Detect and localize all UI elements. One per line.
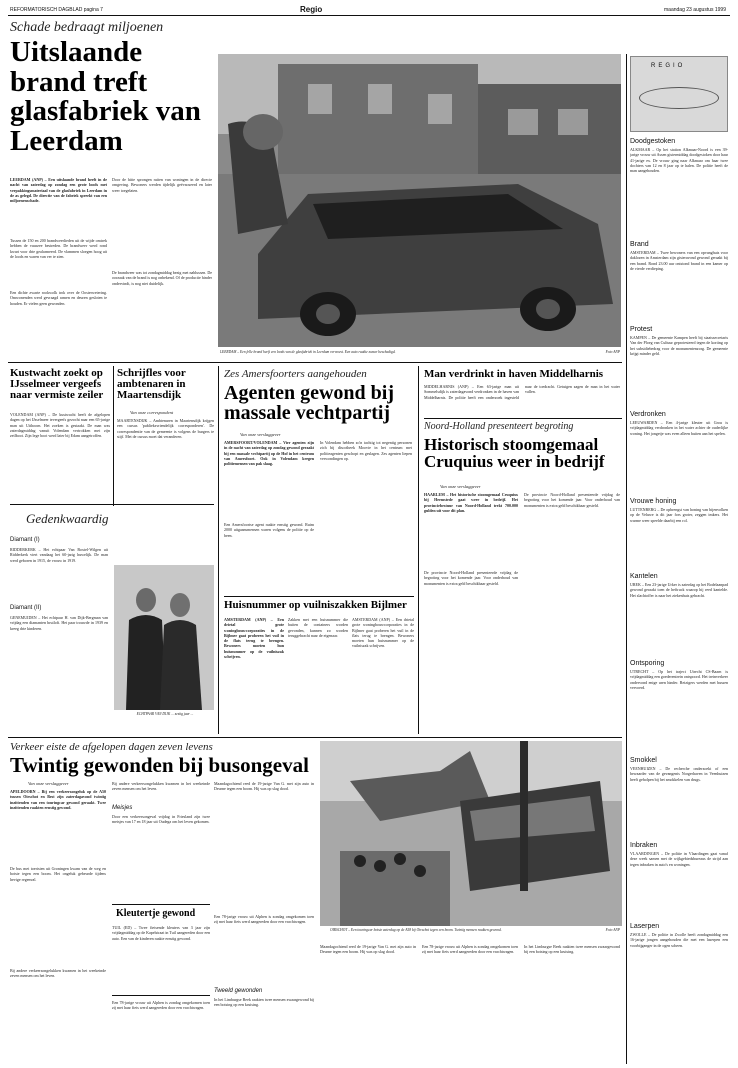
agenten-text-2: Een Amersfoortse agent raakte ernstig gewond. Ruim 2000 uitgaansmensen waren volgens de politie op de been.	[224, 522, 314, 538]
bus-text-3: Bij andere verkeersongelukken kwamen in het weekeinde zeven mensen om het leven.	[10, 968, 106, 979]
row3-rule	[8, 737, 622, 738]
sidebar-text-10: ZWOLLE – De politie in Zwolle heeft zondagmiddag een 16-jarige jongen aangehouden die met een laserpen een voorbijganger in de ogen scheen.	[630, 932, 728, 948]
bus-text-9: Een 78-jarige vrouw uit Alphen is zondag omgekomen toen zij met haar fiets werd aangereden door een vrachtwagen.	[422, 944, 518, 955]
bus-text-6: Een 78-jarige vrouw uit Alphen is zondag omgekomen toen zij met haar fiets werd aangereden door een vrachtwagen.	[214, 914, 314, 925]
sidebar-text-9: VLAARDINGEN – De politie in Vlaardingen gaat vanaf deze week samen met de wijkgebiedsbureaus de strijd aan tegen inbraken in auto's en woningen.	[630, 851, 728, 867]
agenten-text-1: AMERSFOORT/VOLENDAM – Vier agenten zijn in de nacht van zaterdag op zondag gewond geraakt bij een massale vechtpartij op de Hof in het centrum van Amersfoort. Ook in Volendam kregen politiemensen van pak slaag.	[224, 440, 314, 467]
paper-name: REFORMATORISCH DAGBLAD pagina 7	[10, 7, 103, 13]
col-divider	[418, 366, 419, 734]
sidebar-head-5: Vrouwe honing	[630, 498, 677, 505]
bus-photo	[320, 741, 622, 926]
gedenkwaardig-box	[10, 504, 214, 734]
agenten-byline: Van onze verslaggever	[240, 432, 281, 437]
diamant-1-head: Diamant (I)	[10, 537, 40, 543]
page-date: maandag 23 augustus 1999	[664, 7, 726, 13]
regio-logo	[630, 56, 728, 132]
lead-kicker: Schade bedraagt miljoenen	[10, 20, 164, 35]
cruquius-byline: Van onze verslaggever	[440, 484, 481, 489]
cruquius-kicker: Noord-Holland presenteert begroting	[424, 421, 574, 432]
couple-photo	[114, 565, 214, 710]
lead-body-4: De brandweer was tot zondagmiddag bezig met nablussen. De oorzaak van de brand is nog onbekend. Of de productie hinder ondervindt, is nog niet duidelijk.	[112, 270, 212, 286]
bus-text-10: In het Limburgse Beek raakten twee mensen zwaargewond bij een botsing op een kruising.	[524, 944, 620, 955]
diamant-2-text: GENEMUIDEN – Het echtpaar H. van Dijk-Bergman van vrijdag een diamanten bruiloft. Het paar trouwde in 1939 en kreeg drie kinderen.	[10, 615, 108, 631]
sidebar-text-1: ALKMAAR – Op het station Alkmaar-Noord is een 39-jarige vrouw uit Assen gistermiddag doodgestoken door haar 41-jarige ex. De vrouw ging naar Alkmaar om haar twee dochters van 12 en 8 jaar op te halen. De politie heeft de man aangehouden.	[630, 147, 728, 174]
bus-text-4a: Bij andere verkeersongelukken kwamen in het weekeinde zeven mensen om het leven.	[112, 781, 210, 792]
huisnummer-headline: Huisnummer op vuilniszakken Bijlmer	[224, 599, 407, 611]
kleutertje-box	[112, 904, 210, 996]
car-fire-image	[218, 54, 621, 347]
bus-photo-caption: OIRSCHOT – Een touringcar botste zaterdag op de A58 bij Oirschot tegen een boom. Twintig mensen raakten gewond.	[330, 928, 502, 932]
bus-kicker: Verkeer eiste de afgelopen dagen zeven levens	[10, 741, 213, 753]
sidebar-head-1: Doodgestoken	[630, 138, 676, 145]
sidebar-head-7: Ontsporing	[630, 660, 665, 667]
sidebar-news	[630, 138, 728, 988]
bus-text-1: APELDOORN – Bij een verkeersongeluk op de A50 tussen Oirschot en Best zijn zaterdagavond twintig inzittenden van een touringcar gewond geraakt. Twee inzittenden raakten ernstig gewond.	[10, 789, 106, 810]
bus-headline: Twintig gewonden bij busongeval	[10, 753, 309, 777]
section-title: Regio	[300, 5, 323, 14]
sidebar-text-5: LUTTENBERG – De opbrengst van honing van bijenvolken op de Veluwe is dit jaar fors groter, zeggen imkers. Het warme weer speelde daarbij een rol.	[630, 507, 728, 523]
cruquius-text-2-col1: De provincie Noord-Holland presenteerde vrijdag de begroting voor het komende jaar. Voor onderhoud van monumenten is extra geld beschikbaar gesteld.	[424, 570, 518, 586]
story-rule	[224, 596, 414, 597]
car-fire-photo	[218, 54, 621, 347]
kustwacht-headline: Kustwacht zoekt op IJsselmeer vergeefs naar vermiste zeiler	[10, 367, 104, 402]
sidebar-head-9: Inbraken	[630, 842, 658, 849]
regio-logo-text: REGIO	[651, 63, 686, 69]
sidebar-text-7: UTRECHT – Op het traject Utrecht CS-Baarn is vrijdagmiddag een goederentrein ontspoord. Het treinverkeer ondervond enige uren hinder. Reizigers werden met bussen vervoerd.	[630, 669, 728, 690]
col-divider	[218, 366, 219, 734]
bus-byline: Van onze verslaggever	[28, 781, 69, 786]
agenten-kicker: Zes Amersfoorters aangehouden	[224, 368, 367, 380]
bus-text-6a: Een 78-jarige vrouw uit Alphen is zondag omgekomen toen zij met haar fiets werd aangereden door een vrachtwagen.	[112, 1000, 210, 1011]
bus-photo-credit: Foto ANP	[605, 928, 620, 932]
sidebar-text-4: LEEUWARDEN – Een 4-jarige kleuter uit Grou is vrijdagmiddag verdronken in het water achter de ouderlijke woning. Het jongetje was even alleen buiten aan het spelen.	[630, 420, 728, 436]
sidebar-head-8: Smokkel	[630, 757, 657, 764]
bus-subhead-meisjes: Meisjes	[112, 805, 133, 811]
bus-text-4: Door een verkeersongeval vrijdag in Friesland zijn twee meisjes van 17 en 18 jaar uit Oudega om het leven gekomen.	[112, 814, 210, 825]
agenten-headline: Agenten gewond bij massale vechtpartij	[224, 382, 395, 425]
globe-icon	[639, 87, 719, 109]
lead-body-1: Tussen de 150 en 200 brandweerlieden uit de wijde omtrek hebben de vuurzee bestreden. De brandweer werd rond kwart voor drie gealarmeerd. De vlammen sloegen hoog uit de loods en waren van ver te zien.	[10, 238, 107, 259]
bus-text-7: In het Limburgse Beek raakten twee mensen zwaargewond bij een botsing op een kruising.	[214, 997, 314, 1008]
sidebar-head-4: Verdronken	[630, 411, 666, 418]
bus-text-5: Maandagochtend reed de 19-jarige Van G. met zijn auto in Deurne tegen een boom. Hij was op slag dood.	[214, 781, 314, 792]
huisnummer-text-2: Zakken met een huisnummer die buiten de containers worden gevonden, kunnen zo worden teruggebracht naar de eigenaar.	[288, 617, 348, 638]
bus-text-2: De bus met toeristen uit Groningen kwam van de weg en botste tegen een boom. Het ongeluk gebeurde tijdens hevige regenval.	[10, 866, 106, 882]
diamant-1-text: RIDDERKERK – Het echtpaar Van Boxtel-Wilgen uit Ridderkerk viert vandaag het 60-jarig huwelijk. De man werd geboren in 1915, de vrouw in 1919.	[10, 547, 108, 563]
header-rule	[8, 15, 730, 16]
couple-image	[114, 565, 214, 710]
kleutertje-text: TUIL (ED) – Twee fietsende kleuters van 3 jaar zijn vrijdagmiddag op de Kapelstraat in Tuil aangereden door een auto. Een van de kinderen raakte ernstig gewond.	[112, 925, 210, 941]
car-photo-credit: Foto ANP	[605, 350, 620, 354]
car-photo-caption: LEERDAM – Een felle brand heeft een loods van de glasfabriek in Leerdam verwoest. Een auto raakte zwaar beschadigd.	[220, 350, 396, 354]
sidebar-divider	[626, 54, 627, 1064]
couple-photo-caption: ECHTPAAR VAN DIJK ... zestig jaar ...	[136, 712, 194, 716]
kleutertje-headline: Kleutertje gewond	[116, 908, 196, 919]
middelharnis-text: MIDDELHARNIS (ANP) – Een 63-jarige man uit Sommelsdijk is zaterdagavond verdronken in de haven van Middelharnis. De politie heeft een onderzoek ingesteld naar de toedracht. Getuigen zagen de man in het water vallen.	[424, 384, 620, 400]
sidebar-head-3: Protest	[630, 326, 653, 333]
diamant-2-head: Diamant (II)	[10, 605, 42, 611]
sidebar-text-8: VEENHUIZEN – De recherche onderzoekt of een bewaarder van de gevangenis Norgerhaven in Veenhuizen heeft geholpen bij het smokkelen van drugs.	[630, 766, 728, 782]
schrijfles-byline: Van onze correspondent	[130, 410, 174, 415]
gedenkwaardig-title: Gedenkwaardig	[26, 511, 109, 526]
lead-body-2: Een dichte zwarte rookwolk trok over de Oosterwetering. Omwonenden werd gevraagd ramen en deuren gesloten te houden. Er vielen geen gewonden.	[10, 290, 107, 306]
sidebar-text-2: AMSTERDAM – Twee bewoners van een opvanghuis voor daklozen in Amsterdam zijn gisteravond gewond geraakt bij een brand. Rond 23.00 uur ontstond brand in een kamer op de vierde verdieping.	[630, 250, 728, 271]
middelharnis-headline: Man verdrinkt in haven Middelharnis	[424, 368, 604, 380]
cruquius-text-1: HAARLEM – Het historische stoomgemaal Cruquius bij Heemstede gaat weer in bedrijf. Het provinciebestuur van Noord-Holland trekt 700.000 gulden uit voor dit plan.	[424, 492, 518, 513]
lead-body-3: Door de hitte sprongen ruiten van woningen in de directe omgeving. Bewoners werden tijdelijk geëvacueerd en later weer toegelaten.	[112, 177, 212, 193]
bus-subhead-tweeld: Tweeld gewonden	[214, 988, 263, 994]
cruquius-text-2-col2: De provincie Noord-Holland presenteerde vrijdag de begroting voor het komende jaar. Voor onderhoud van monumenten is extra geld beschikbaar gesteld.	[524, 492, 620, 508]
lead-headline: Uitslaande brand treft glasfabriek van Leerdam	[10, 36, 201, 157]
row2-rule	[8, 362, 622, 363]
huisnummer-text-1: AMSTERDAM (ANP) – Een drietal grote woningbouwcorporaties in de Bijlmer gaat proberen het vuil in de flats terug te brengen. Bewoners moeten hun huisnummer op de vuilniszak schrijven.	[224, 617, 284, 660]
cruquius-headline: Historisch stoomgemaal Cruquius weer in bedrijf	[424, 435, 605, 472]
sidebar-head-2: Brand	[630, 241, 649, 248]
bus-image	[320, 741, 622, 926]
agenten-text-3: In Volendam hebben zo'n tachtig tot negentig personen zich bij discotheek Moovie in het centrum met politieagenten geschopt en geslagen. Zes agenten liepen verwondingen op.	[320, 440, 412, 461]
sidebar-head-10: Laserpen	[630, 923, 660, 930]
sidebar-head-6: Kantelen	[630, 573, 658, 580]
schrijfles-headline: Schrijfles voor ambtenaren in Maartensdijk	[117, 367, 186, 402]
lead-intro: LEERDAM (ANP) – Een uitslaande brand heeft in de nacht van zaterdag op zondag een grote loods met verpakkingsmateriaal van de glasfabriek in Leerdam in de as gelegd. De directie van de fabriek spreekt van een miljoenenschade.	[10, 177, 107, 204]
bus-text-8: Maandagochtend reed de 19-jarige Van G. met zijn auto in Deurne tegen een boom. Hij was op slag dood.	[320, 944, 416, 955]
schrijfles-text: MAARTENSDIJK – Ambtenaren in Maartensdijk krijgen een cursus 'publieksvriendelijk corresponderen'. De correspondentie van de gemeente is volgens de burgers te stijf. Met de cursus moet dat veranderen.	[117, 418, 214, 439]
col-divider	[113, 366, 114, 506]
kustwacht-text: VOLENDAM (ANP) – De kustwacht heeft de afgelopen dagen op het IJsselmeer tevergeefs gezocht naar een 65-jarige man uit Uithoorn. Het zoeken is gestaakt. De man was zaterdagmiddag vanuit Volendam vertrokken met zijn zeilboot. Zijn lege boot werd later bij Edam aangetroffen.	[10, 412, 110, 439]
sidebar-text-6: UREK – Een 23-jarige Urker is zaterdag op het Bodelaanpad gewond geraakt toen de heftruck waarop hij reed kantelde. Het slachtoffer is naar het ziekenhuis gebracht.	[630, 582, 728, 598]
huisnummer-text-3: AMSTERDAM (ANP) – Een drietal grote woningbouwcorporaties in de Bijlmer gaat proberen het vuil in de flats terug te brengen. Bewoners moeten hun huisnummer op de vuilniszak schrijven.	[352, 617, 414, 649]
story-rule	[424, 418, 622, 419]
sidebar-text-3: KAMPEN – De gemeente Kampen heeft bij staatssecretaris Van der Ploeg van Cultuur geprotesteerd tegen de korting op het subsidiebedrag voor de monumentenzorg. De gemeente krijgt minder geld.	[630, 335, 728, 356]
